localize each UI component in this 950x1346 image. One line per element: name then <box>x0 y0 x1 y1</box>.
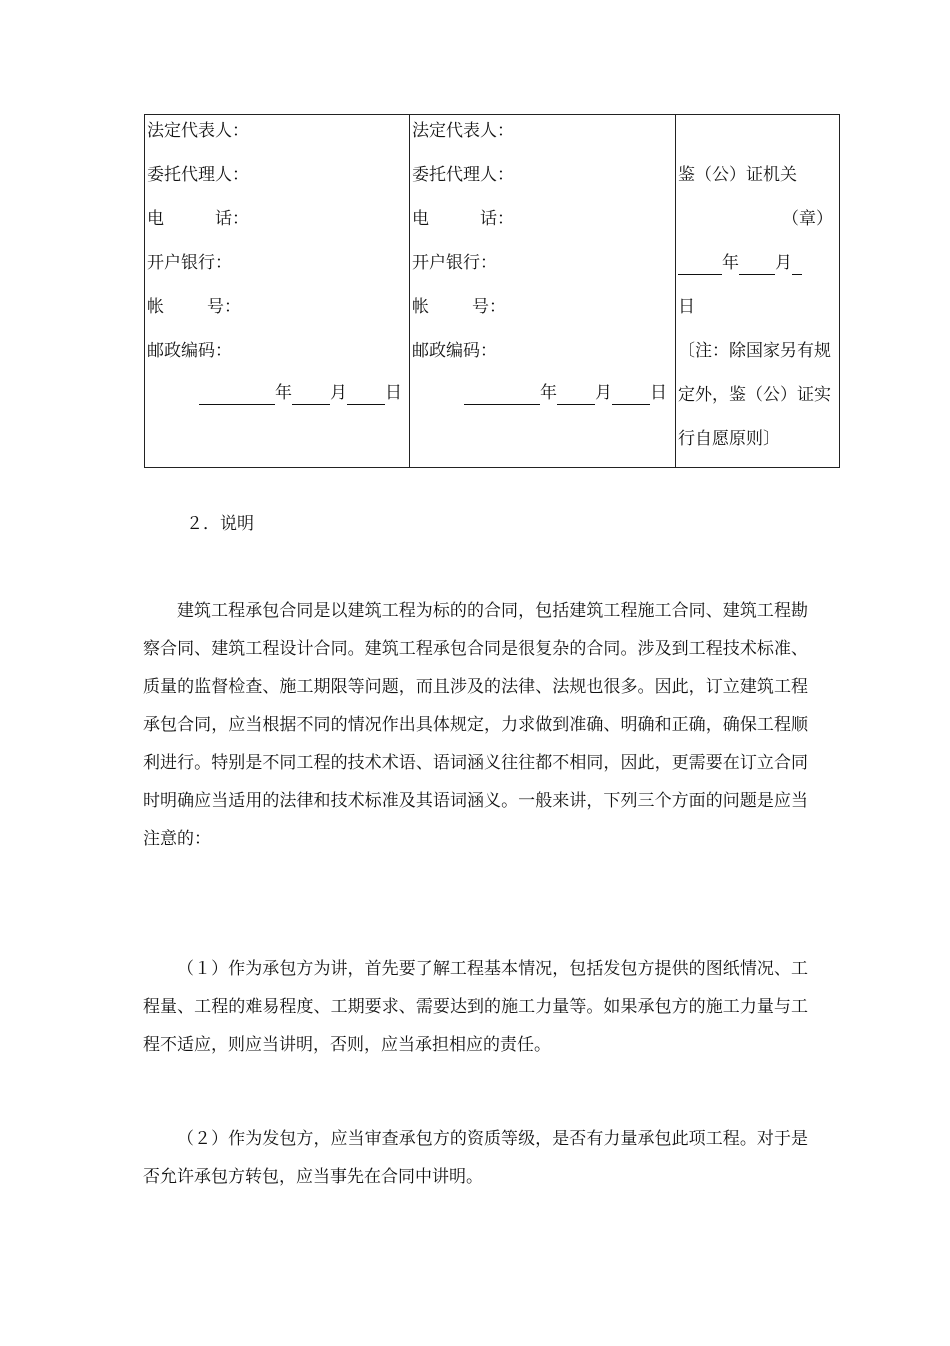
party-b-phone-label-1: 电 <box>412 209 429 229</box>
party-b-cell <box>410 115 676 468</box>
party-b-phone-label-2: 话： <box>480 209 514 229</box>
party-a-agent: 委托代理人： <box>147 165 249 185</box>
party-a-account-label-2: 号： <box>207 297 241 317</box>
notary-note-line-1: 〔注：除国家另有规 <box>678 341 831 361</box>
party-a-date <box>199 381 402 405</box>
party-b-month: 月 <box>595 383 612 403</box>
notary-note-line-3: 行自愿原则〕 <box>678 429 780 449</box>
item-1-paragraph: （１）作为承包方为讲，首先要了解工程基本情况，包括发包方提供的图纸情况、工程量、工程的难易程度、工期要求、需要达到的施工力量等。如果承包方的施工力量与工程不适应，则应当讲明，否则，应当承担相应的责任。 <box>143 959 808 1055</box>
party-b-agent: 委托代理人： <box>412 165 514 185</box>
party-a-month-blank <box>292 386 330 405</box>
notary-authority: 鉴（公）证机关 <box>678 165 797 185</box>
notary-month-blank <box>739 256 775 275</box>
party-a-year: 年 <box>275 383 292 403</box>
notary-note-line-2: 定外，鉴（公）证实 <box>678 385 831 405</box>
notary-month: 月 <box>775 253 792 273</box>
section-heading: ２．说明 <box>186 514 254 534</box>
party-b-account-label-1: 帐 <box>412 297 429 317</box>
notary-year: 年 <box>722 253 739 273</box>
party-b-account-label-2: 号： <box>472 297 506 317</box>
party-a-year-blank <box>199 386 275 405</box>
notary-day-blank <box>792 256 802 275</box>
party-a-phone-label-2: 话： <box>215 209 249 229</box>
party-b-day-blank <box>612 386 650 405</box>
party-b-bank: 开户银行： <box>412 253 497 273</box>
notary-seal: （章） <box>782 209 833 229</box>
party-b-legal-rep: 法定代表人： <box>412 121 514 141</box>
intro-paragraph: 建筑工程承包合同是以建筑工程为标的的合同，包括建筑工程施工合同、建筑工程勘察合同、建筑工程设计合同。建筑工程承包合同是很复杂的合同。涉及到工程技术标准、质量的监督检查、施工期限等问题，而且涉及的法律、法规也很多。因此，订立建筑工程承包合同，应当根据不同的情况作出具体规定，力求做到准确、明确和正确，确保工程顺利进行。特别是不同工程的技术术语、语词涵义往往都不相同，因此，更需要在订立合同时明确应当适用的法律和技术标准及其语词涵义。一般来讲，下列三个方面的问题是应当注意的： <box>143 601 808 849</box>
notary-day: 日 <box>678 297 695 317</box>
party-a-day: 日 <box>385 383 402 403</box>
party-a-bank: 开户银行： <box>147 253 232 273</box>
party-a-account-label-1: 帐 <box>147 297 164 317</box>
party-a-phone-label-1: 电 <box>147 209 164 229</box>
signature-table <box>144 114 840 468</box>
party-b-year: 年 <box>540 383 557 403</box>
party-a-month: 月 <box>330 383 347 403</box>
party-b-month-blank <box>557 386 595 405</box>
notary-cell <box>676 115 840 468</box>
party-a-day-blank <box>347 386 385 405</box>
party-b-year-blank <box>464 386 540 405</box>
notary-date <box>678 251 802 275</box>
party-a-legal-rep: 法定代表人： <box>147 121 249 141</box>
item-2-paragraph: （２）作为发包方，应当审查承包方的资质等级，是否有力量承包此项工程。对于是否允许承包方转包，应当事先在合同中讲明。 <box>143 1129 808 1187</box>
party-b-postcode: 邮政编码： <box>412 341 497 361</box>
party-a-postcode: 邮政编码： <box>147 341 232 361</box>
party-b-day: 日 <box>650 383 667 403</box>
party-b-date <box>464 381 667 405</box>
party-a-cell <box>145 115 410 468</box>
notary-year-blank <box>678 256 722 275</box>
